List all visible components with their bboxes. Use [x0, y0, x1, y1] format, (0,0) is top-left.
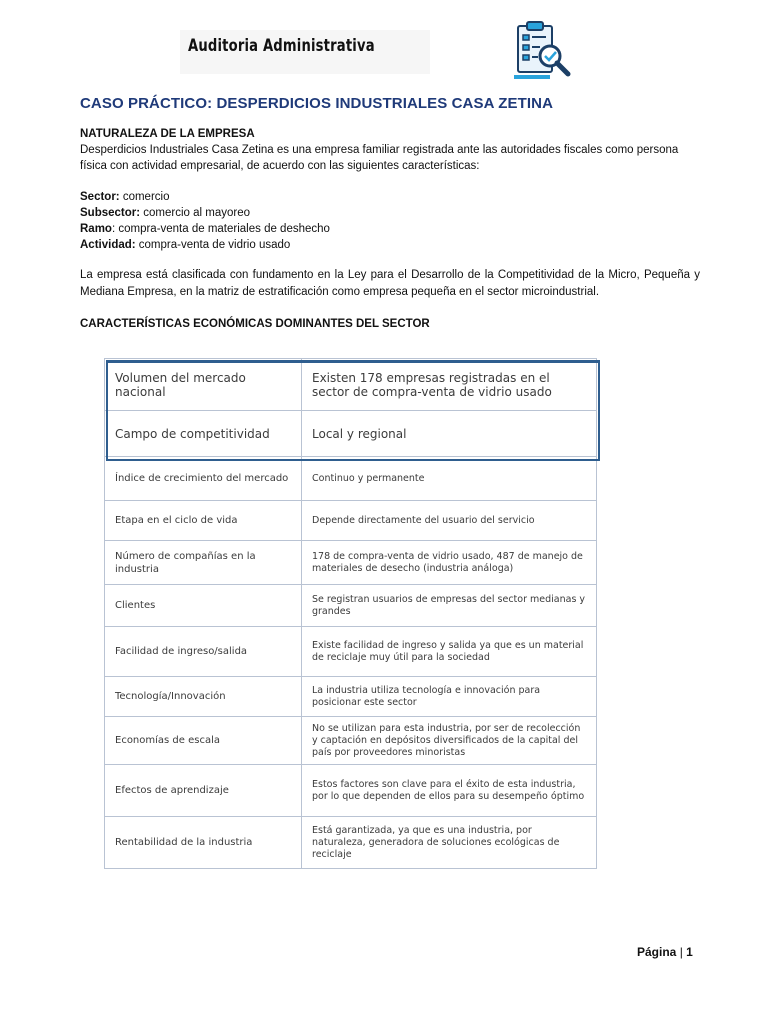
economic-characteristics-table	[104, 358, 597, 869]
details-list	[80, 189, 700, 253]
table-cell-attribute: Volumen del mercado nacional	[105, 359, 302, 411]
page-label: Página	[637, 945, 677, 959]
table-row	[105, 717, 597, 765]
detail-label: Actividad:	[80, 239, 136, 251]
table-row	[105, 677, 597, 717]
table-cell-value: Continuo y permanente	[302, 457, 597, 501]
detail-value: comercio al mayoreo	[140, 207, 251, 219]
clasificacion-paragraph: La empresa está clasificada con fundamento en la Ley para el Desarrollo de la Competitividad de la Micro, Pequeña y Mediana Empresa, en la matriz de estratificación como empresa pequeña en el sector microindustrial.	[80, 269, 700, 298]
detail-sector	[80, 189, 700, 205]
table-cell-value: Existen 178 empresas registradas en el sector de compra-venta de vidrio usado	[302, 359, 597, 411]
table-cell-value: Existe facilidad de ingreso y salida ya que es un material de reciclaje muy útil para la sociedad	[302, 627, 597, 677]
detail-subsector	[80, 205, 700, 221]
detail-value: compra-venta de vidrio usado	[135, 239, 291, 251]
table-row	[105, 765, 597, 817]
table-row	[105, 359, 597, 411]
table-row	[105, 457, 597, 501]
table-cell-value: Local y regional	[302, 411, 597, 457]
document-header-title: Auditoria Administrativa	[188, 36, 375, 56]
detail-label: Subsector:	[80, 207, 141, 219]
page-footer	[637, 945, 693, 959]
table-cell-attribute: Número de compañías en la industria	[105, 541, 302, 585]
table-row	[105, 501, 597, 541]
table-cell-attribute: Tecnología/Innovación	[105, 677, 302, 717]
detail-ramo	[80, 221, 700, 237]
table-row	[105, 411, 597, 457]
table-cell-value: Se registran usuarios de empresas del sector medianas y grandes	[302, 585, 597, 627]
naturaleza-text: Desperdicios Industriales Casa Zetina es una empresa familiar registrada ante las autoridades fiscales como persona física con actividad empresarial, de acuerdo con las siguientes características:	[80, 144, 679, 172]
table-cell-attribute: Economías de escala	[105, 717, 302, 765]
audit-clipboard-magnifier-icon	[510, 20, 576, 82]
table-cell-attribute: Campo de competitividad	[105, 411, 302, 457]
page-separator: |	[679, 945, 683, 959]
detail-value: comercio	[119, 191, 170, 203]
table-cell-value: La industria utiliza tecnología e innovación para posicionar este sector	[302, 677, 597, 717]
table-row	[105, 541, 597, 585]
table-cell-attribute: Etapa en el ciclo de vida	[105, 501, 302, 541]
table-cell-attribute: Facilidad de ingreso/salida	[105, 627, 302, 677]
detail-actividad	[80, 237, 700, 253]
detail-label: Ramo	[80, 223, 112, 235]
table-cell-value: Estos factores son clave para el éxito de esta industria, por lo que dependen de ellos para su desempeño óptimo	[302, 765, 597, 817]
detail-value: : compra-venta de materiales de deshecho	[111, 223, 330, 235]
table-cell-value: No se utilizan para esta industria, por ser de recolección y captación en depósitos diversificados de la capital del país por proveedores minoristas	[302, 717, 597, 765]
table-cell-attribute: Rentabilidad de la industria	[105, 817, 302, 869]
naturaleza-section	[80, 126, 700, 174]
table-row	[105, 627, 597, 677]
table-cell-attribute: Efectos de aprendizaje	[105, 765, 302, 817]
caracteristicas-heading: CARACTERÍSTICAS ECONÓMICAS DOMINANTES DEL SECTOR	[80, 318, 430, 330]
table-cell-value: 178 de compra-venta de vidrio usado, 487 de manejo de materiales de desecho (industria análoga)	[302, 541, 597, 585]
detail-label: Sector:	[80, 191, 120, 203]
case-title: CASO PRÁCTICO: DESPERDICIOS INDUSTRIALES CASA ZETINA	[80, 95, 554, 112]
table-cell-value: Depende directamente del usuario del servicio	[302, 501, 597, 541]
table-cell-attribute: Clientes	[105, 585, 302, 627]
table-row	[105, 585, 597, 627]
naturaleza-heading: NATURALEZA DE LA EMPRESA	[80, 128, 255, 140]
page-number: 1	[686, 945, 693, 959]
table-cell-attribute: Índice de crecimiento del mercado	[105, 457, 302, 501]
table-cell-value: Está garantizada, ya que es una industria, por naturaleza, generadora de soluciones ecológicas de reciclaje	[302, 817, 597, 869]
table-row	[105, 817, 597, 869]
